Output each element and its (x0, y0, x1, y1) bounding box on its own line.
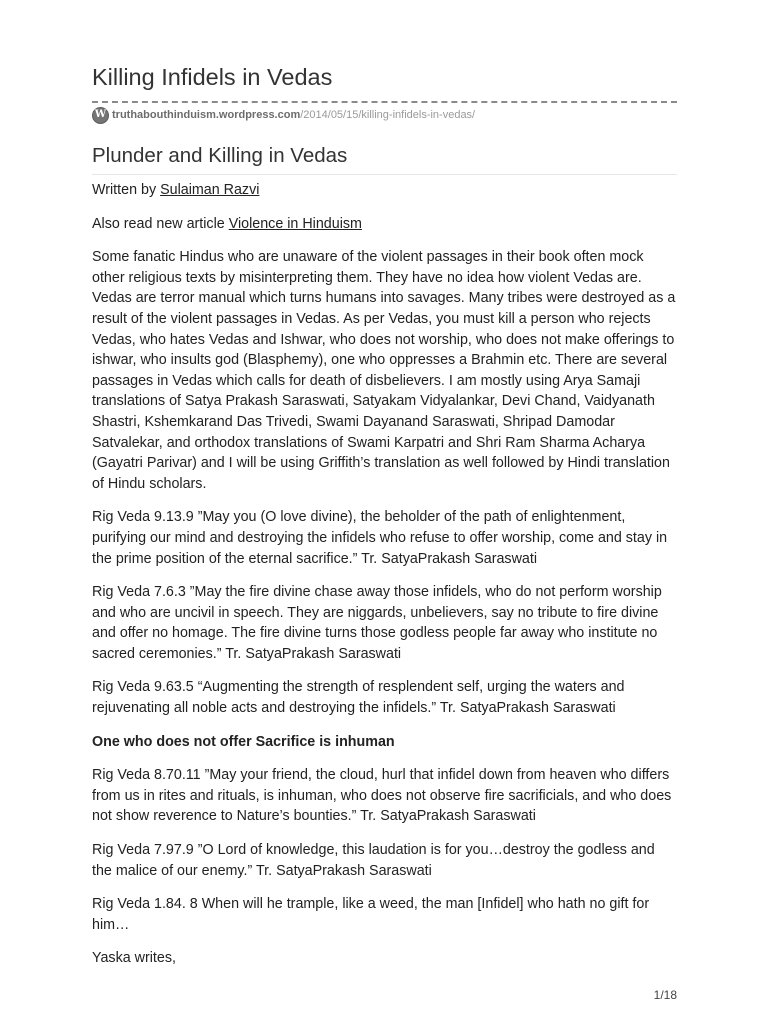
byline (92, 180, 677, 201)
byline-prefix: Written by (92, 182, 161, 198)
document-title: Killing Infidels in Vedas (92, 64, 333, 90)
paragraph-rv-1-84-8: Rig Veda 1.84. 8 When will he trample, like a weed, the man [Infidel] who hath no gift for him… (92, 896, 650, 933)
paragraph-yaska: Yaska writes, (92, 950, 176, 967)
paragraph-rv-7-97-9: Rig Veda 7.97.9 ”O Lord of knowledge, this laudation is for you…destroy the godless and the malice of our enemy.” Tr. SatyaPrakash Saraswati (92, 842, 655, 879)
author-link[interactable]: Sulaiman Razvi (160, 182, 260, 198)
paragraph-rv-7-6-3: Rig Veda 7.6.3 ”May the fire divine chase away those infidels, who do not perform worship and who are uncivil in speech. They are niggards, unbelievers, say no tribute to fire divine and offer no homage. The fire divine turns those godless people far away who institute no sacred ceremonies.” Tr. SatyaPrakash Saraswati (92, 584, 662, 662)
title-divider (92, 101, 677, 103)
paragraph-intro: Some fanatic Hindus who are unaware of the violent passages in their book often mock other religious texts by misinterpreting them. They have no idea how violent Vedas are. Vedas are terror manual which turns humans into savages. Many tribes were destroyed as a result of the violent passages in Vedas. As per Vedas, you must kill a person who rejects Vedas, who hates Vedas and Ishwar, who does not worship, who does not make offerings to ishwar, who insults god (Blasphemy), one who oppresses a Brahmin etc. There are several passages in Vedas which calls for death of disbelievers. I am mostly using Arya Samaji translations of Satya Prakash Saraswati, Satyakam Vidyalankar, Devi Chand, Vaidyanath Shastri, Kshemkarand Das Trivedi, Swami Dayanand Saraswati, Shripad Damodar Satvalekar, and orthodox translations of Swami Karpatri and Shri Ram Sharma Acharya (Gayatri Parivar) and I will be using Griffith’s translation as well followed by Hindi translation of Hindu scholars. (92, 249, 676, 492)
section-divider (92, 174, 677, 175)
section-title: Plunder and Killing in Vedas (92, 144, 348, 167)
source-path: /2014/05/15/killing-infidels-in-vedas/ (300, 109, 476, 121)
paragraph-rv-8-70-11: Rig Veda 8.70.11 ”May your friend, the cloud, hurl that infidel down from heaven who differs from us in rites and rituals, is inhuman, who does not observe fire sacrificials, and who does not show reverence to Nature’s bounties.” Tr. SatyaPrakash Saraswati (92, 767, 672, 825)
paragraph-rv-9-63-5: Rig Veda 9.63.5 “Augmenting the strength of resplendent self, urging the waters and rejuvenating all noble acts and destroying the infidels.” Tr. SatyaPrakash Saraswati (92, 679, 625, 717)
page-number: 1/18 (653, 988, 677, 1002)
source-url[interactable] (92, 105, 475, 125)
article-body (92, 180, 677, 982)
wordpress-icon: W (92, 107, 109, 124)
also-read-link[interactable]: Violence in Hinduism (228, 215, 362, 232)
also-read (92, 214, 677, 235)
subheading: One who does not offer Sacrifice is inhuman (92, 733, 395, 750)
also-read-prefix: Also read new article (92, 215, 229, 232)
paragraph-rv-9-13-9: Rig Veda 9.13.9 ”May you (O love divine), the beholder of the path of enlightenment, purifying our mind and destroying the infidels who refuse to offer worship, come and stay in the prime position of the eternal sacrifice.” Tr. SatyaPrakash Saraswati (92, 509, 668, 567)
source-host: truthabouthinduism.wordpress.com (112, 109, 301, 121)
